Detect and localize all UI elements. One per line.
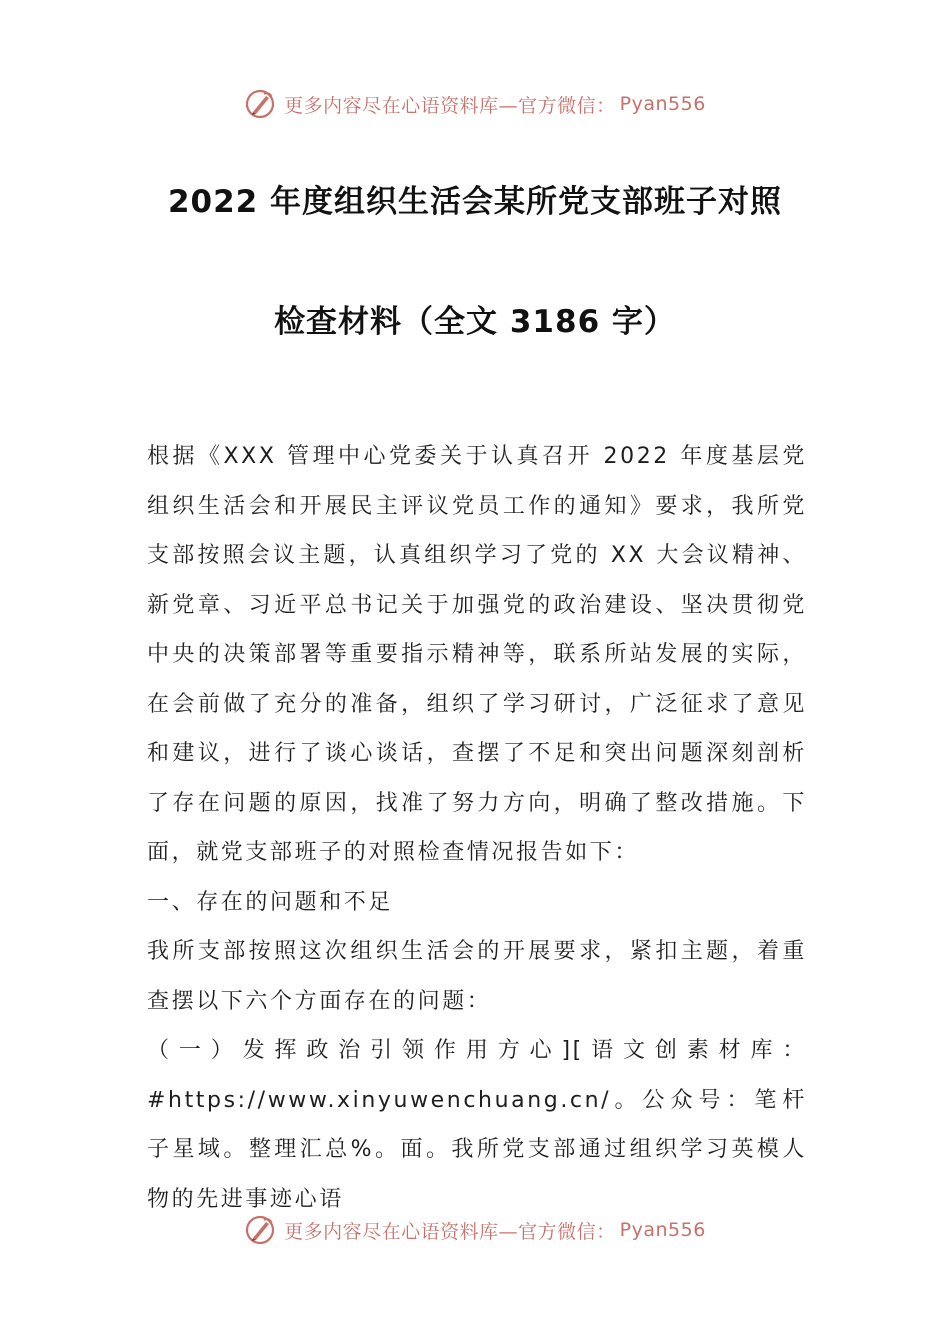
document-title-line-1: 2022 年度组织生活会某所党支部班子对照	[167, 184, 783, 220]
body-paragraph-political-role: （一）发挥政治引领作用方心][语文创素材库：#https://www.xinyuwenchuang.cn/。公众号：笔杆子星域。整理汇总%。面。我所党支部通过组织学习英模人物的先进事迹心语	[147, 1038, 807, 1212]
watermark-text: 更多内容尽在心语资料库—官方微信：	[284, 94, 616, 117]
watermark-handle: Pyan556	[619, 1219, 706, 1241]
document-title-line-2: 检查材料（全文 3186 字）	[274, 304, 676, 340]
section-heading-problems: 一、存在的问题和不足	[147, 889, 394, 915]
body-paragraph-overview: 我所支部按照这次组织生活会的开展要求，紧扣主题，着重查摆以下六个方面存在的问题：	[147, 939, 807, 1014]
document-body	[147, 432, 807, 1224]
body-paragraph-intro: 根据《XXX 管理中心党委关于认真召开 2022 年度基层党组织生活会和开展民主评议党员工作的通知》要求，我所党支部按照会议主题，认真组织学习了党的 XX 大会议精神、新党章、习近平总书记关于加强党的政治建设、坚决贯彻党中央的决策部署等重要指示精神等，联系所站发展的实际，在会前做了充分的准备，组织了学习研讨，广泛征求了意见和建议，进行了谈心谈话，查摆了不足和突出问题深刻剖析了存在问题的原因，找准了努力方向，明确了整改措施。下面，就党支部班子的对照检查情况报告如下：	[147, 444, 807, 865]
pen-in-circle-icon	[244, 1214, 276, 1246]
watermark-text: 更多内容尽在心语资料库—官方微信：	[284, 1220, 616, 1243]
watermark-header	[0, 84, 950, 124]
pen-in-circle-icon	[244, 88, 276, 120]
watermark-handle: Pyan556	[619, 93, 706, 115]
watermark-footer	[0, 1210, 950, 1250]
